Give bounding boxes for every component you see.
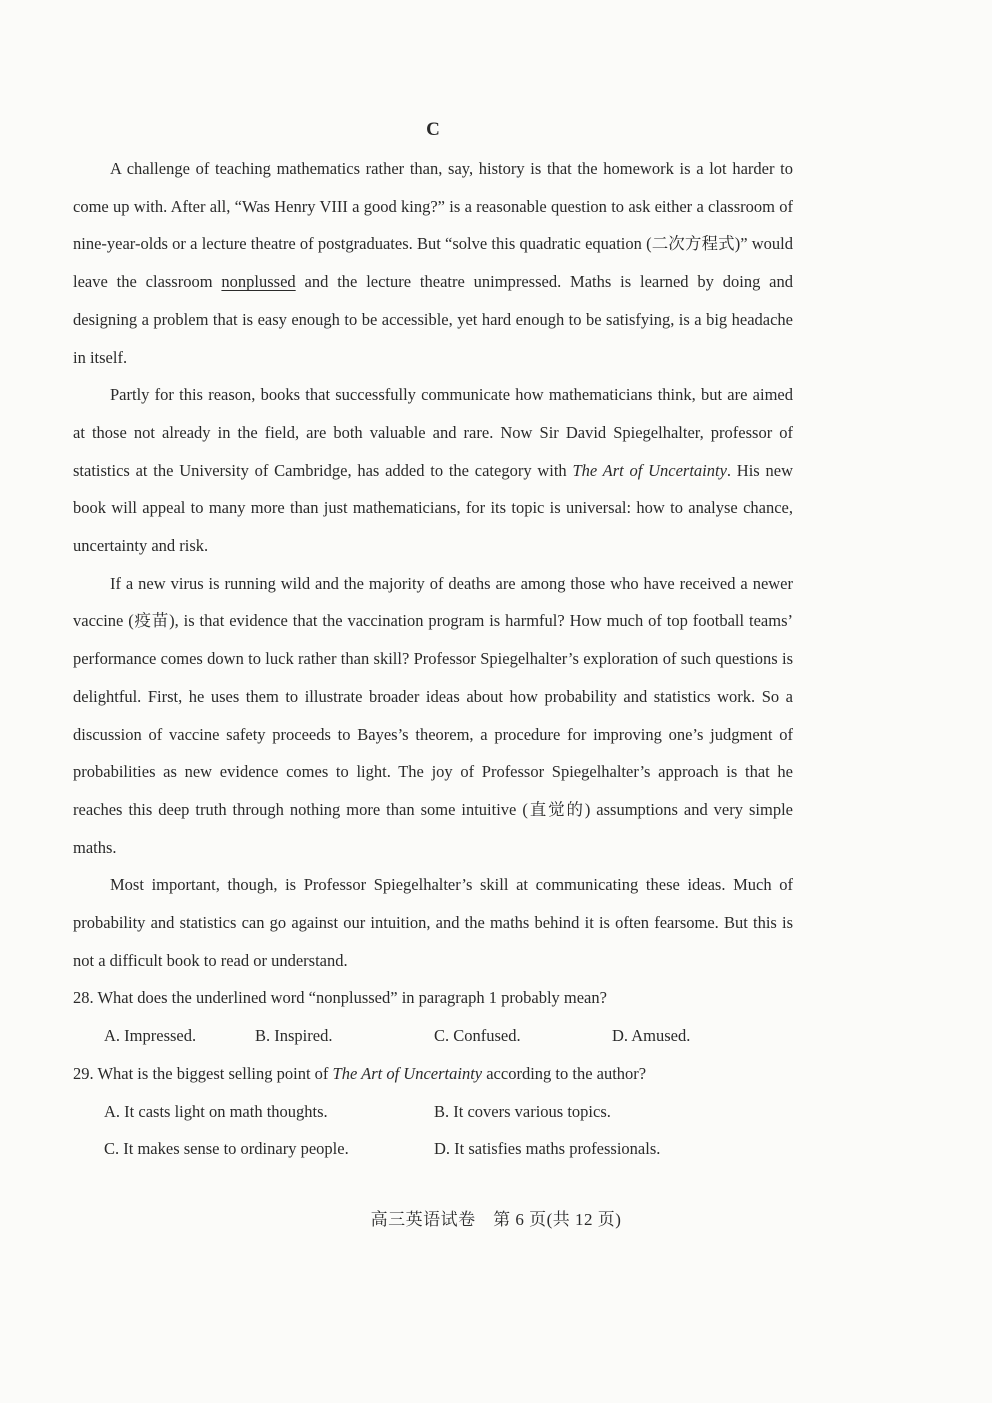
paragraph-2-text-start: Partly for this reason, books that successfully communicate how mathematicians think, but are aimed at those not already in the field, are both valuable and rare. Now Sir David Spiegelhalter, professor of statistics at the University of Cambridge, has added to the category with <box>73 385 793 480</box>
question-28-options <box>73 1017 793 1055</box>
question-29-stem-start: 29. What is the biggest selling point of <box>73 1063 333 1083</box>
question-29-option-c[interactable]: C. It makes sense to ordinary people. <box>104 1139 349 1159</box>
question-29-option-d[interactable]: D. It satisfies maths professionals. <box>434 1139 661 1159</box>
question-28-option-c[interactable]: C. Confused. <box>434 1026 521 1046</box>
page-footer: 高三英语试卷 第 6 页(共 12 页) <box>370 1210 622 1229</box>
paragraph-4: Most important, though, is Professor Spiegelhalter’s skill at communicating these ideas. Much of probability and statistics can go against our intuition, and the maths behind it is often fearsome. But this is not a difficult book to read or understand. <box>73 875 793 970</box>
underlined-word: nonplussed <box>221 272 296 292</box>
question-29-options-row-2 <box>73 1130 793 1168</box>
paragraph-3: If a new virus is running wild and the majority of deaths are among those who have received a newer vaccine (疫苗), is that evidence that the vaccination program is harmful? How much of top football teams’ performance comes down to luck rather than skill? Professor Spiegelhalter’s exploration of such questions is delightful. First, he uses them to illustrate broader ideas about how probability and statistics work. So a discussion of vaccine safety proceeds to Bayes’s theorem, a procedure for improving one’s judgment of probabilities as new evidence comes to light. The joy of Professor Spiegelhalter’s approach is that he reaches this deep truth through nothing more than some intuitive (直觉的) assumptions and very simple maths. <box>73 573 793 857</box>
section-heading: C <box>426 119 440 140</box>
question-29-stem-end: according to the author? <box>482 1063 647 1083</box>
question-29-stem <box>73 1055 793 1093</box>
question-29-option-a[interactable]: A. It casts light on math thoughts. <box>104 1101 328 1121</box>
question-29-book-title: The Art of Uncertainty <box>332 1063 483 1083</box>
reading-passage-c <box>73 112 793 1168</box>
paragraph-1-text-end: and the lecture theatre unimpressed. Maths is learned by doing and designing a problem that is easy enough to be accessible, yet hard enough to be satisfying, is a big headache in itself. <box>73 272 793 367</box>
paragraph-2-text-end: . His new book will appeal to many more than just mathematicians, for its topic is universal: how to analyse chance, uncertainty and risk. <box>73 460 793 556</box>
question-28-option-a[interactable]: A. Impressed. <box>104 1026 197 1046</box>
paragraph-1 <box>73 150 793 376</box>
question-28-option-d[interactable]: D. Amused. <box>612 1026 691 1046</box>
paragraph-1-text-start: A challenge of teaching mathematics rather than, say, history is that the homework is a lot harder to come up with. After all, “Was Henry VIII a good king?” is a reasonable question to ask either a classroom of nine-year-olds or a lecture theatre of postgraduates. But “solve this quadratic equation (二次方程式)” would leave the classroom <box>73 159 793 292</box>
paragraph-2 <box>73 376 793 565</box>
question-28-stem: 28. What does the underlined word “nonplussed” in paragraph 1 probably mean? <box>73 988 607 1008</box>
question-28-option-b[interactable]: B. Inspired. <box>255 1026 333 1046</box>
question-29-options-row-1 <box>73 1093 793 1131</box>
book-title: The Art of Uncertainty <box>572 460 727 480</box>
question-29-option-b[interactable]: B. It covers various topics. <box>434 1101 611 1121</box>
